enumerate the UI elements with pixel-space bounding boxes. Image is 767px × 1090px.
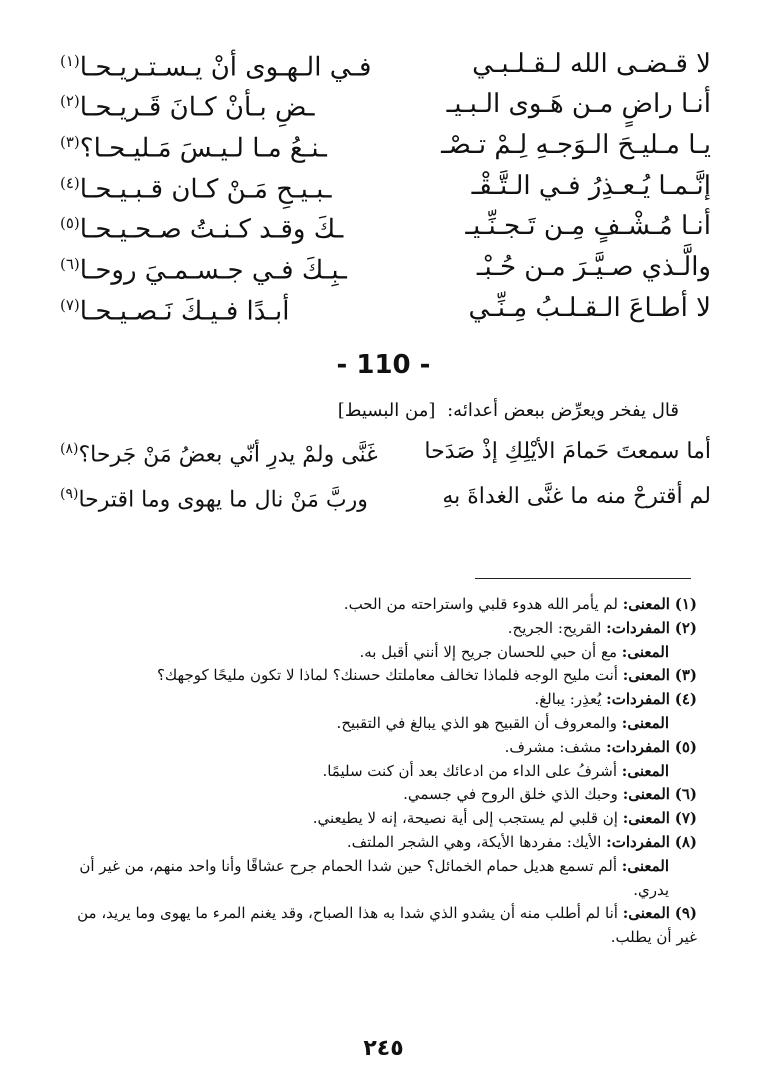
hemistich-text: ـكَ وقـد كـنـتُ صـحـيـحـا xyxy=(79,214,344,245)
verse-second-hemistich xyxy=(60,165,332,208)
footnote-text: الأيك: مفردها الأيكة، وهي الشجر الملتف. xyxy=(346,832,602,851)
verse-line xyxy=(60,479,711,515)
verse-first-hemistich: والَّـذي صـيَّـرَ مـن حُـبْـ xyxy=(476,252,711,282)
verse-line xyxy=(60,86,711,122)
verse-first-hemistich: لا قـضـى الله لـقـلـبـي xyxy=(472,49,711,79)
verse-first-hemistich: أما سمعتَ حَمامَ الأيْلِكِ إذْ صَدَحا xyxy=(424,439,711,464)
footnote-number: (٩) xyxy=(674,904,697,923)
footnote-marker: (٢) xyxy=(60,91,80,110)
footnote-label: المفردات: xyxy=(606,618,670,637)
footnote-label: المعنى: xyxy=(622,904,670,923)
page-number: ٢٤٥ xyxy=(363,1036,404,1061)
footnote-text: مع أن حبي للحسان جريح إلا أنني أقبل به. xyxy=(359,642,617,661)
footnote xyxy=(60,902,697,950)
footnote-text: إن قلبي لم يستجب إلى أية نصيحة، إنه لا يطيعني. xyxy=(312,809,618,828)
footnote-label: المعنى: xyxy=(622,666,670,685)
footnote-number: (٦) xyxy=(674,785,697,804)
footnote xyxy=(60,831,697,855)
hemistich-text: ـضِ بـأنْ كـانَ قَـريـحـا xyxy=(79,92,315,123)
footnote-label: المعنى: xyxy=(622,809,670,828)
verse-second-hemistich xyxy=(60,476,368,518)
footnote-label: المعنى: xyxy=(622,785,670,804)
footnote-text: وحبك الذي خلق الروح في جسمي. xyxy=(403,785,618,804)
footnote-label: المفردات: xyxy=(606,832,670,851)
verse-second-hemistich xyxy=(60,287,289,330)
poem-number: - 110 - xyxy=(336,350,431,380)
footnote-label: المفردات: xyxy=(606,690,670,709)
footnote-text: أنا لم أطلب منه أن يشدو الذي شدا به هذا الصباح، وقد يغنم المرء ما يهوى وما يريد، من غير أن يطلب. xyxy=(77,904,697,947)
verse-second-hemistich xyxy=(60,43,371,86)
footnote-text: ألم تسمع هديل حمام الخمائل؟ حين شدا الحمام جرح عشاقًا وأنا واحد منهم، من غير أن يدري. xyxy=(79,856,669,899)
verse-first-hemistich: لا أطـاعَ الـقـلـبُ مِـنِّـي xyxy=(468,293,711,323)
footnote-label: المعنى: xyxy=(621,713,669,732)
footnote-text: لم يأمر الله هدوء قلبي واستراحته من الحب. xyxy=(343,595,618,613)
footnote-marker: (٧) xyxy=(60,295,80,314)
hemistich-text: فـي الـهـوى أنْ يـسـتـريـحـا xyxy=(79,52,372,83)
footnote-marker: (٦) xyxy=(60,254,80,273)
footnote-marker: (٩) xyxy=(60,485,79,502)
verse-line xyxy=(60,168,711,204)
footnote xyxy=(60,783,697,807)
footnote xyxy=(60,641,697,665)
verse-second-hemistich xyxy=(60,205,343,248)
footnote xyxy=(60,664,697,688)
footnote-number: (٤) xyxy=(674,690,697,709)
footnote-marker: (٨) xyxy=(60,440,79,457)
verse-second-hemistich xyxy=(60,431,378,473)
footnote-text: القريح: الجريح. xyxy=(507,618,602,637)
verse-line xyxy=(60,249,711,285)
footnote-text: والمعروف أن القبيح هو الذي يبالغ في التقبيح. xyxy=(336,713,617,732)
hemistich-text: غَنَّى ولمْ يدرِ أنّي بعضُ مَنْ جَرحا؟ xyxy=(78,442,378,468)
footnote-number: (٨) xyxy=(674,832,697,851)
footnote-number: (٥) xyxy=(674,737,697,756)
footnote-marker: (٥) xyxy=(60,213,80,232)
footnote-marker: (٣) xyxy=(60,132,80,151)
hemistich-text: وربَّ مَنْ نال ما يهوى وما اقترحا xyxy=(78,487,368,513)
footnote xyxy=(60,617,697,641)
verse-first-hemistich: إنَّـمـا يُـعـذِرُ فـي الـتَّـقْـ xyxy=(471,171,711,201)
footnote-label: المعنى: xyxy=(621,761,669,780)
intro-text: قال يفخر ويعرِّض ببعض أعدائه: xyxy=(447,400,679,421)
footnote-number: (٢) xyxy=(674,618,697,637)
footnote-number: (١) xyxy=(674,595,697,613)
verse-line xyxy=(60,434,711,470)
verse-first-hemistich: أنـا راضٍ مـن هَـوى الـبـيـ xyxy=(446,89,711,119)
verse-line xyxy=(60,208,711,244)
footnote-text: مشف: مشرف. xyxy=(504,737,602,756)
verse-line xyxy=(60,46,711,82)
footnote xyxy=(60,807,697,831)
verse-line xyxy=(60,127,711,163)
verse-first-hemistich: أنـا مُـشْـفٍ مِـن تَـجـنِّـيـ xyxy=(465,211,711,241)
footnote xyxy=(60,855,697,903)
verse-second-hemistich xyxy=(60,124,327,167)
verse-line xyxy=(60,290,711,326)
footnote-label: المعنى: xyxy=(621,642,669,661)
footnote-separator xyxy=(475,578,691,579)
footnote-label: المعنى: xyxy=(621,856,669,875)
hemistich-text: ـنـعُ مـا لـيـسَ مَـليـحـا؟ xyxy=(79,133,327,164)
footnote-label: المفردات: xyxy=(606,737,670,756)
hemistich-text: ـبـيـحِ مَـنْ كـان قـبـيـحـا xyxy=(79,174,332,205)
footnote xyxy=(60,760,697,784)
footnote-text: يُعذِر: يبالغ. xyxy=(534,690,602,709)
verse-first-hemistich: يـا مـليـحَ الـوَجـهِ لِـمْ تـصْـ xyxy=(441,130,711,160)
footnote xyxy=(60,593,697,617)
footnote-marker: (٤) xyxy=(60,173,80,192)
verse-second-hemistich xyxy=(60,246,347,289)
footnote xyxy=(60,736,697,760)
footnote-number: (٣) xyxy=(674,666,697,685)
footnote-text: أشرفُ على الداء من ادعائك بعد أن كنت سليمًا. xyxy=(322,761,617,780)
footnote xyxy=(60,712,697,736)
footnote-label: المعنى: xyxy=(622,595,670,613)
verse-first-hemistich: لم أقترحْ منه ما غنَّى الغداةَ بهِ xyxy=(442,484,711,509)
footnotes xyxy=(60,593,697,950)
footnote-marker: (١) xyxy=(60,51,80,70)
footnote-number: (٧) xyxy=(674,809,697,828)
meter-label: [من البسيط] xyxy=(337,400,436,421)
footnote xyxy=(60,688,697,712)
hemistich-text: أبـدًا فـيـكَ نَـصـيـحـا xyxy=(79,296,290,327)
poem-intro xyxy=(338,400,679,421)
hemistich-text: ـبِـكَ فـي جـسـمـيَ روحـا xyxy=(79,255,347,286)
footnote-text: أنت مليح الوجه فلماذا تخالف معاملتك حسنك؟ لماذا لا تكون مليحًا كوجهك؟ xyxy=(156,666,618,685)
verse-second-hemistich xyxy=(60,83,315,126)
